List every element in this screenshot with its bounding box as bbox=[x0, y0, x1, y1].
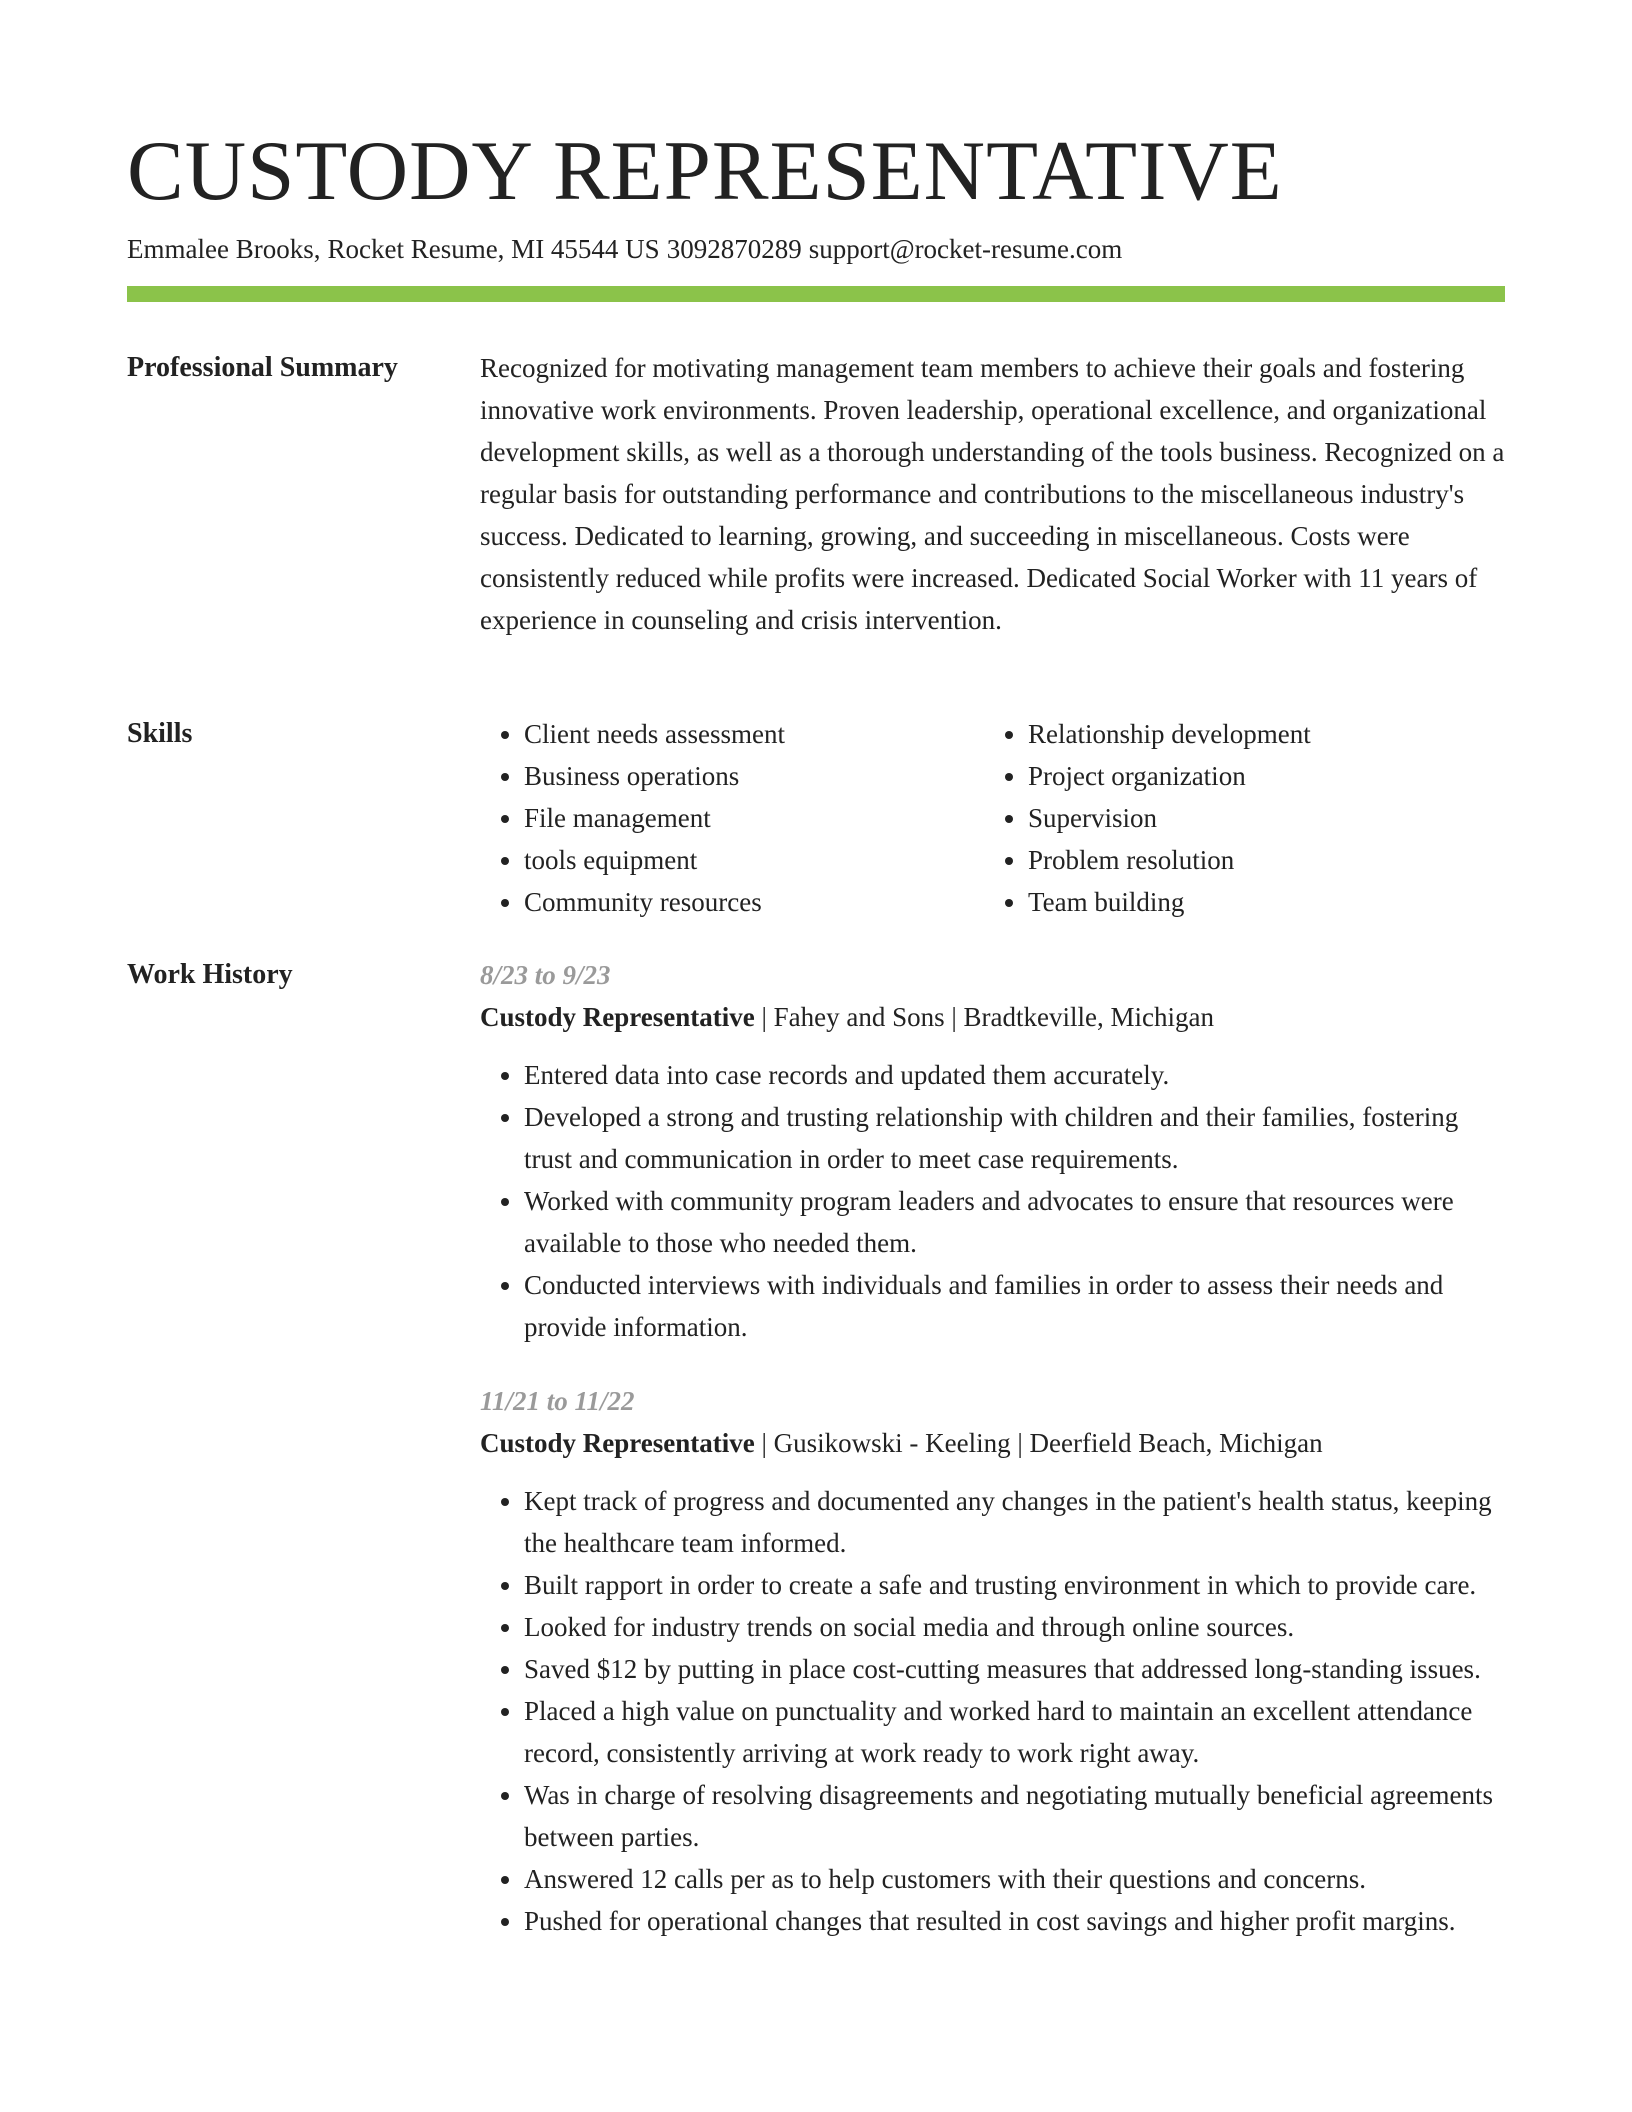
job-bullet: • Worked with community program leaders and advocates to ensure that resources were available to those who needed them. bbox=[524, 1180, 1505, 1264]
summary-body bbox=[480, 347, 1505, 641]
job-details: | Gusikowski - Keeling | Deerfield Beach, Michigan bbox=[754, 1428, 1323, 1458]
skills-section bbox=[127, 713, 1505, 933]
work-history-body bbox=[480, 954, 1505, 1942]
job-bullet: • Answered 12 calls per as to help customers with their questions and concerns. bbox=[524, 1858, 1505, 1900]
contact-info bbox=[127, 231, 1129, 267]
job-bullet: • Kept track of progress and documented any changes in the patient's health status, keeping the healthcare team informed. bbox=[524, 1480, 1505, 1564]
skill-item: • Relationship development bbox=[1028, 713, 1488, 755]
job-bullet: • Pushed for operational changes that resulted in cost savings and higher profit margins. bbox=[524, 1900, 1505, 1942]
summary-heading: Professional Summary bbox=[127, 352, 398, 383]
job-bullets bbox=[480, 1480, 1505, 1942]
contact-email: support@rocket-resume.com bbox=[808, 234, 1123, 264]
summary-text: Recognized for motivating management team members to achieve their goals and fostering innovative work environments. Proven leadership, operational excellence, and organizational development skills, as well as a thorough understanding of the tools business. Recognized on a regular basis for outstanding performance and contributions to the miscellaneous industry's success. Dedicated to learning, growing, and succeeding in miscellaneous. Costs were consistently reduced while profits were increased. Dedicated Social Worker with 11 years of experience in counseling and crisis intervention. bbox=[480, 353, 1505, 635]
contact-phone: 3092870289 bbox=[666, 234, 802, 264]
skill-item: • tools equipment bbox=[524, 839, 984, 881]
skill-item: • Community resources bbox=[524, 881, 984, 923]
job-bullet: • Conducted interviews with individuals and families in order to assess their needs and provide information. bbox=[524, 1264, 1505, 1348]
job-bullet: • Saved $12 by putting in place cost-cutting measures that addressed long-standing issues. bbox=[524, 1648, 1505, 1690]
job-bullets bbox=[480, 1054, 1505, 1348]
skill-item: • Supervision bbox=[1028, 797, 1488, 839]
job-bullet: • Developed a strong and trusting relationship with children and their families, fostering trust and communication in order to meet case requirements. bbox=[524, 1096, 1505, 1180]
skills-body bbox=[480, 713, 1505, 923]
header-divider bbox=[127, 286, 1505, 302]
contact-address: Rocket Resume, MI 45544 US bbox=[327, 234, 660, 264]
work-history-section bbox=[127, 954, 1505, 2104]
contact-name: Emmalee Brooks, bbox=[127, 234, 321, 264]
job-bullet: • Built rapport in order to create a safe and trusting environment in which to provide care. bbox=[524, 1564, 1505, 1606]
skill-item: • Team building bbox=[1028, 881, 1488, 923]
job-entry bbox=[480, 954, 1505, 1348]
job-details: | Fahey and Sons | Bradtkeville, Michigan bbox=[754, 1002, 1214, 1032]
skills-heading: Skills bbox=[127, 718, 193, 749]
job-bullet: • Looked for industry trends on social media and through online sources. bbox=[524, 1606, 1505, 1648]
job-bullet: • Entered data into case records and updated them accurately. bbox=[524, 1054, 1505, 1096]
resume-title: CUSTODY REPRESENTATIVE bbox=[127, 124, 1283, 218]
job-bullet: • Placed a high value on punctuality and worked hard to maintain an excellent attendance record, consistently arriving at work ready to work right away. bbox=[524, 1690, 1505, 1774]
job-dates: 8/23 to 9/23 bbox=[480, 960, 611, 990]
skill-item: • File management bbox=[524, 797, 984, 839]
job-heading bbox=[480, 996, 1505, 1038]
job-bullet: • Was in charge of resolving disagreements and negotiating mutually beneficial agreements between parties. bbox=[524, 1774, 1505, 1858]
job-title: Custody Representative bbox=[480, 1428, 755, 1458]
job-heading bbox=[480, 1422, 1505, 1464]
skill-item: • Problem resolution bbox=[1028, 839, 1488, 881]
skills-list-right bbox=[984, 713, 1488, 923]
skills-columns bbox=[480, 713, 1505, 923]
job-title: Custody Representative bbox=[480, 1002, 755, 1032]
skill-item: • Client needs assessment bbox=[524, 713, 984, 755]
job-entry bbox=[480, 1380, 1505, 1942]
summary-section bbox=[127, 347, 1505, 677]
skill-item: • Business operations bbox=[524, 755, 984, 797]
skill-item: • Project organization bbox=[1028, 755, 1488, 797]
job-dates: 11/21 to 11/22 bbox=[480, 1386, 635, 1416]
work-history-heading: Work History bbox=[127, 959, 293, 990]
skills-list-left bbox=[480, 713, 984, 923]
